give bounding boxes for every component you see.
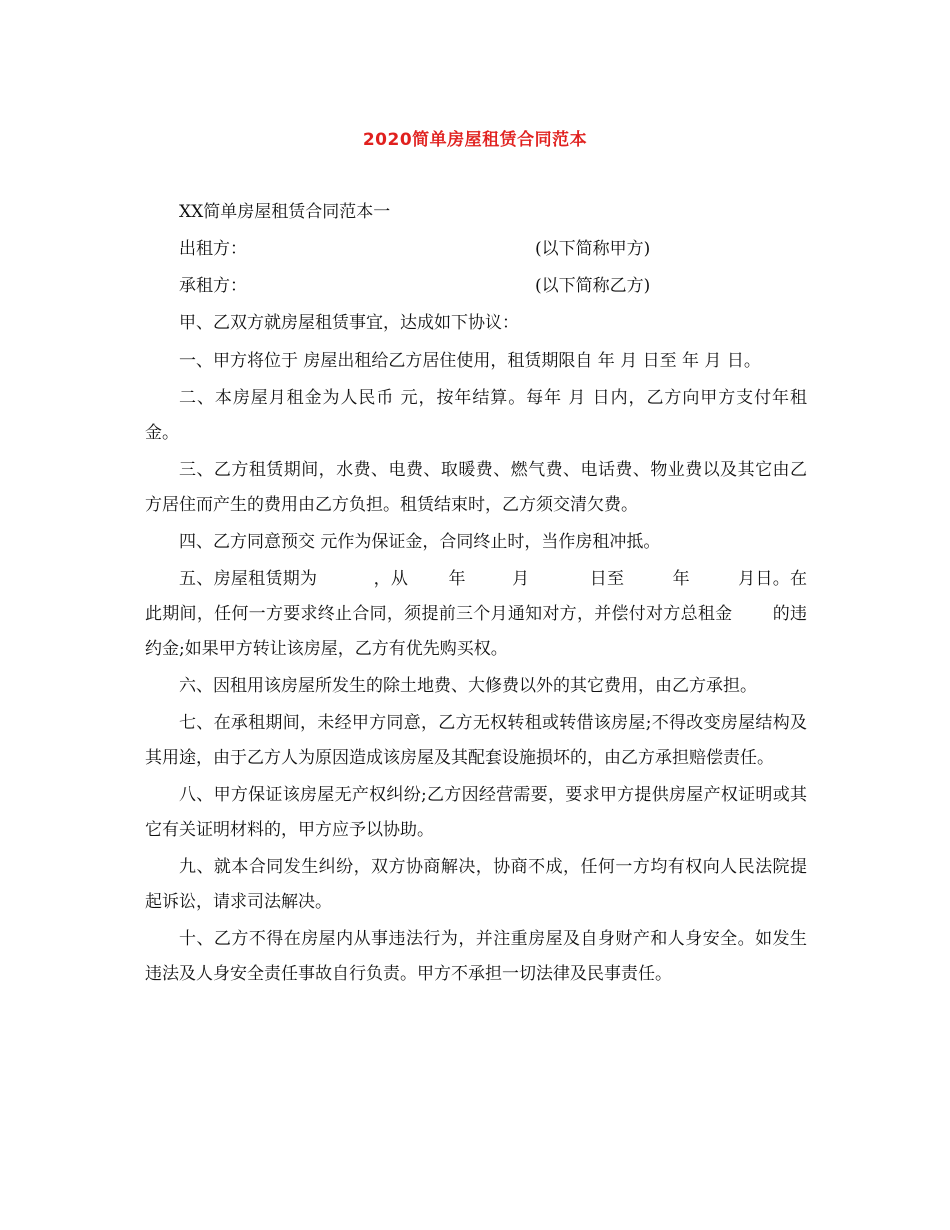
clause-5-part-5: 日至 xyxy=(589,569,625,589)
clause-6: 六、因租用该房屋所发生的除土地费、大修费以外的其它费用，由乙方承担。 xyxy=(179,676,757,696)
lessor-label: 出租方： xyxy=(179,239,247,259)
lessee-note: (以下简称乙方) xyxy=(535,276,651,296)
clause-10: 十、乙方不得在房屋内从事违法行为，并注重房屋及自身财产和人身安全。如发生违法及人身安全责任事故自行负责。甲方不承担一切法律及民事责任。 xyxy=(145,929,807,984)
clause-5-part-8: 日。在此期间，任何一方要求终止合同，须提前三个月通知对方，并偿付对方总租金 xyxy=(145,569,808,624)
lessor-note: (以下简称甲方) xyxy=(535,239,651,259)
clause-1: 一、甲方将位于 房屋出租给乙方居住使用，租赁期限自 年 月 日至 年 月 日。 xyxy=(179,351,761,371)
document-body xyxy=(145,195,807,994)
clause-8: 八、甲方保证该房屋无产权纠纷;乙方因经营需要，要求甲方提供房屋产权证明或其它有关证明材料的，甲方应予以协助。 xyxy=(145,785,807,840)
clause-5-part-3: 年 xyxy=(448,569,466,589)
clause-3: 三、乙方租赁期间，水费、电费、取暖费、燃气费、电话费、物业费以及其它由乙方居住而产生的费用由乙方负担。租赁结束时，乙方须交清欠费。 xyxy=(145,460,807,515)
document-title: 2020简单房屋租赁合同范本 xyxy=(362,130,588,150)
clause-5-part-1: 五、房屋租赁期为 xyxy=(179,569,318,589)
lessee-label: 承租方： xyxy=(179,276,247,296)
agreement-intro: 甲、乙双方就房屋租赁事宜，达成如下协议： xyxy=(179,313,519,333)
clause-5-part-6: 年 xyxy=(672,569,690,589)
clause-2: 二、本房屋月租金为人民币 元，按年结算。每年 月 日内，乙方向甲方支付年租金。 xyxy=(145,388,807,443)
clause-5-part-2: ，从 xyxy=(373,569,409,589)
clause-5 xyxy=(145,562,807,667)
clause-4: 四、乙方同意预交 元作为保证金，合同终止时，当作房租冲抵。 xyxy=(179,532,661,552)
clause-5-part-9: 的违约金;如果甲方转让该房屋，乙方有优先购买权。 xyxy=(145,604,808,659)
clause-5-part-4: 月 xyxy=(511,569,530,589)
lessee-line xyxy=(145,269,807,304)
clause-9: 九、就本合同发生纠纷，双方协商解决，协商不成，任何一方均有权向人民法院提起诉讼，请求司法解决。 xyxy=(145,857,807,912)
clause-7: 七、在承租期间，未经甲方同意，乙方无权转租或转借该房屋;不得改变房屋结构及其用途，由于乙方人为原因造成该房屋及其配套设施损坏的，由乙方承担赔偿责任。 xyxy=(145,713,807,768)
lessor-line xyxy=(145,232,807,267)
clause-5-part-7: 月 xyxy=(737,569,756,589)
contract-heading: XX简单房屋租赁合同范本一 xyxy=(179,202,391,222)
